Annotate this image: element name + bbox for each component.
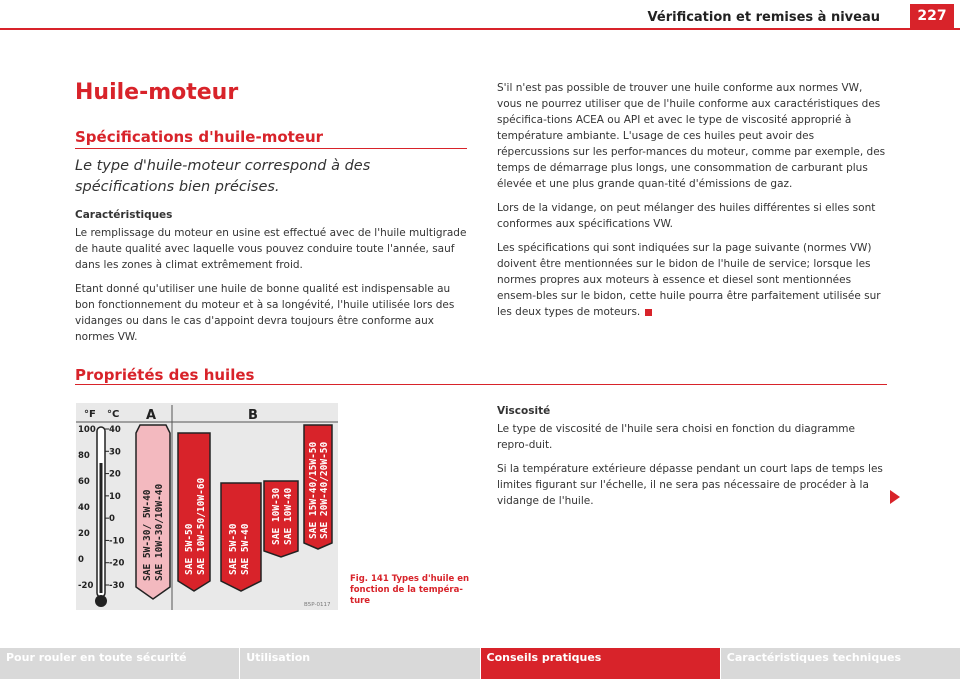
footer-tab-caracteristiques[interactable]: Caractéristiques techniques bbox=[721, 648, 960, 679]
paragraph: Le remplissage du moteur en usine est effectué avec de l'huile multigrade de haute qualité avec laquelle vous pouvez conduire toute l'année, sauf dans les zones à climat extrêmement froid. bbox=[75, 227, 467, 271]
footer-nav bbox=[0, 648, 960, 679]
celsius-tick: 10 bbox=[109, 491, 121, 502]
band-label: SAE 10W-30 bbox=[271, 487, 282, 545]
fahrenheit-scale bbox=[78, 425, 96, 591]
viscosity-chart-svg bbox=[76, 403, 338, 610]
celsius-tick: 20 bbox=[109, 469, 121, 480]
fahrenheit-tick: 20 bbox=[78, 529, 90, 539]
paragraph: S'il n'est pas possible de trouver une huile conforme aux normes VW, vous ne pourrez utiliser que de l'huile conforme aux caractéristiques des spécifica-tions ACEA ou API et avec le type de viscosité approprié à température ambiante. L'usage de ces huiles peut avoir des répercussions sur les perfor-mances du moteur, comme par exemple, des temps de démarrage plus longs, une consommation de carburant plus élevée et une plus grande quan-tité d'émissions de gaz. bbox=[497, 82, 886, 190]
thermometer-mercury bbox=[100, 463, 103, 593]
group-a-label: A bbox=[146, 408, 157, 423]
unit-celsius: °C bbox=[107, 409, 120, 420]
page-title: Vérification et remises à niveau bbox=[647, 10, 880, 25]
celsius-tick: -30 bbox=[109, 581, 125, 591]
header-rule bbox=[0, 28, 960, 30]
thermometer-bulb bbox=[95, 595, 107, 607]
paragraph: Les spécifications qui sont indiquées sur la page suivante (normes VW) doivent être mentionnées sur le bidon de l'huile de service; lorsque les normes propres aux moteurs à essence et diesel sont mentionnées ensem-bles sur le bidon, cette huile pourra être parfaitement utilisée sur les deux types de moteurs. bbox=[497, 242, 881, 318]
section-intro: Le type d'huile-moteur correspond à des spécifications bien précises. bbox=[75, 158, 371, 195]
fahrenheit-tick: 40 bbox=[78, 503, 90, 513]
fahrenheit-tick: 80 bbox=[78, 451, 90, 461]
right-column bbox=[497, 80, 889, 328]
band-label: SAE 5W-30 bbox=[228, 523, 239, 575]
viscosity-text bbox=[497, 403, 887, 517]
section-rule bbox=[75, 148, 467, 149]
band-label: SAE 5W-30/ 5W-40 bbox=[142, 489, 153, 581]
paragraph: Le type de viscosité de l'huile sera choisi en fonction du diagramme repro-duit. bbox=[497, 423, 855, 451]
band-label: SAE 10W-50/10W-60 bbox=[196, 477, 207, 575]
group-b-label: B bbox=[248, 408, 258, 423]
fahrenheit-tick: 60 bbox=[78, 477, 90, 487]
band-label: SAE 15W-40/15W-50 bbox=[308, 441, 319, 539]
subheading-characteristics: Caractéristiques bbox=[75, 209, 173, 221]
celsius-scale bbox=[105, 425, 124, 591]
celsius-tick: -20 bbox=[109, 558, 125, 569]
footer-tab-securite[interactable]: Pour rouler en toute sécurité bbox=[0, 648, 239, 679]
celsius-tick: 30 bbox=[109, 447, 121, 458]
end-mark-icon bbox=[645, 309, 652, 316]
figure-code: B5P-0117 bbox=[304, 602, 331, 608]
section-rule bbox=[75, 384, 887, 385]
unit-fahrenheit: °F bbox=[84, 409, 96, 420]
page-number: 227 bbox=[910, 4, 954, 28]
band-label: SAE 5W-50 bbox=[184, 523, 195, 575]
subheading-viscosity: Viscosité bbox=[497, 405, 551, 417]
paragraph: Etant donné qu'utiliser une huile de bonne qualité est indispensable au bon fonctionnement du moteur et à sa longévité, l'huile utilisée lors des vidanges ou dans le cas d'appoint devra toujours être conforme aux normes VW. bbox=[75, 283, 455, 343]
main-heading: Huile-moteur bbox=[75, 80, 239, 105]
band-label: SAE 5W-40 bbox=[240, 523, 251, 575]
footer-tab-utilisation[interactable]: Utilisation bbox=[240, 648, 479, 679]
figure-caption: Fig. 141 Types d'huile en fonction de la tempéra-ture bbox=[350, 574, 470, 606]
celsius-tick: 0 bbox=[109, 514, 115, 525]
fahrenheit-tick: 0 bbox=[78, 555, 84, 565]
footer-tab-conseils[interactable]: Conseils pratiques bbox=[481, 648, 720, 679]
band-label: SAE 10W-30/10W-40 bbox=[154, 483, 165, 581]
band-a-labels bbox=[142, 483, 165, 581]
oil-viscosity-diagram bbox=[76, 403, 338, 610]
section-title-properties: Propriétés des huiles bbox=[75, 366, 255, 384]
band-label: SAE 20W-40/20W-50 bbox=[319, 441, 330, 539]
fahrenheit-tick: -20 bbox=[78, 581, 94, 591]
celsius-tick: 40 bbox=[109, 425, 121, 435]
fahrenheit-tick: 100 bbox=[78, 425, 96, 435]
celsius-tick: -10 bbox=[109, 536, 125, 547]
left-column bbox=[75, 207, 468, 353]
paragraph: Si la température extérieure dépasse pendant un court laps de temps les limites figurant sur l'échelle, il ne sera pas nécessaire de procéder à la vidange de l'huile. bbox=[497, 463, 883, 507]
section-title-specifications: Spécifications d'huile-moteur bbox=[75, 128, 324, 146]
next-page-arrow-icon[interactable] bbox=[890, 490, 900, 504]
band-label: SAE 10W-40 bbox=[283, 487, 294, 545]
paragraph: Lors de la vidange, on peut mélanger des huiles différentes si elles sont conformes aux spécifications VW. bbox=[497, 202, 876, 230]
